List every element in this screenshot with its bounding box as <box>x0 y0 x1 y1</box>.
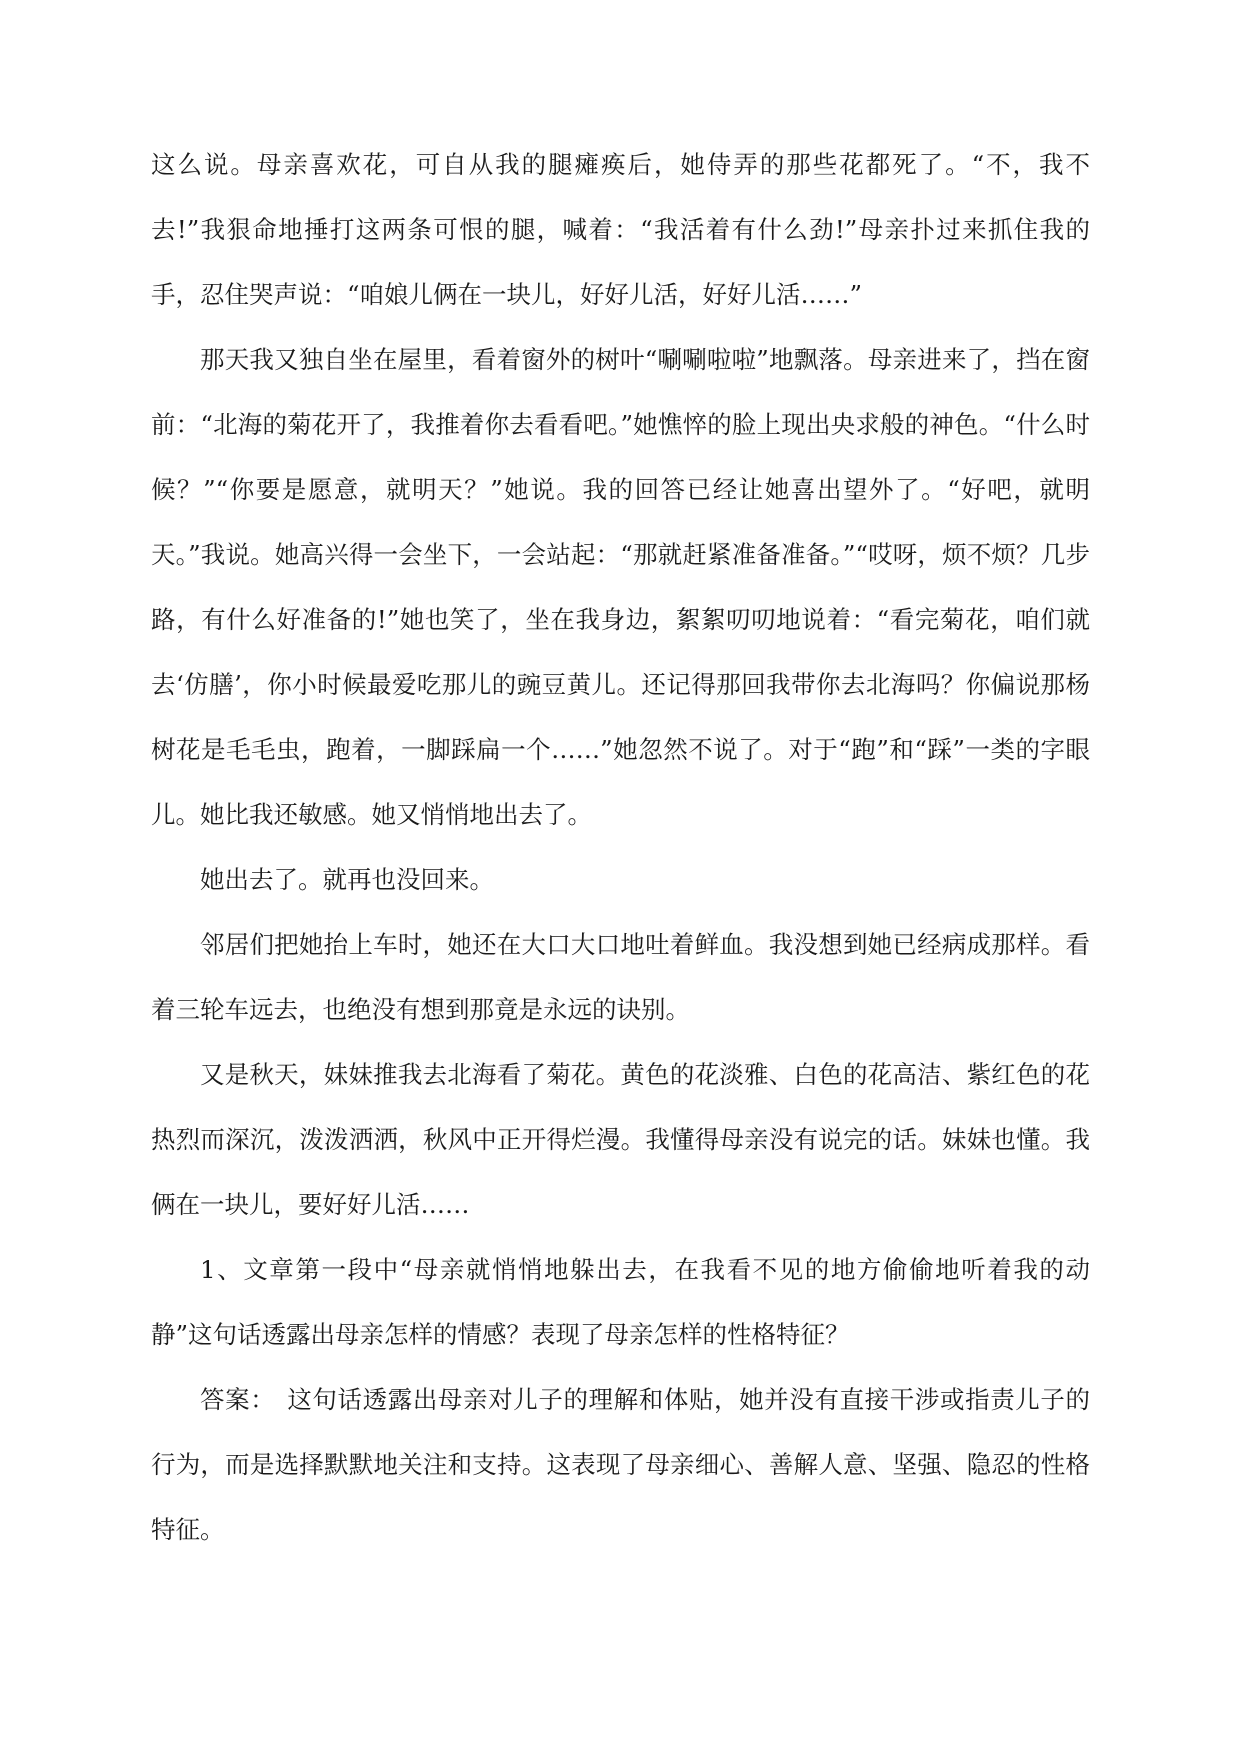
question-1: 1、文章第一段中“母亲就悄悄地躲出去，在我看不见的地方偷偷地听着我的动静”这句话透露出母亲怎样的情感？表现了母亲怎样的性格特征？ <box>151 1255 1090 1349</box>
answer-text: 这句话透露出母亲对儿子的理解和体贴，她并没有直接干涉或指责儿子的行为，而是选择默默地关注和支持。这表现了母亲细心、善解人意、坚强、隐忍的性格特征。 <box>151 1385 1091 1544</box>
paragraph-5: 又是秋天，妹妹推我去北海看了菊花。黄色的花淡雅、白色的花高洁、紫红色的花热烈而深沉，泼泼洒洒，秋风中正开得烂漫。我懂得母亲没有说完的话。妹妹也懂。我俩在一块儿，要好好儿活…… <box>151 1060 1090 1219</box>
answer-1 <box>151 1367 1090 1562</box>
paragraph-4: 邻居们把她抬上车时，她还在大口大口地吐着鲜血。我没想到她已经病成那样。看着三轮车远去，也绝没有想到那竟是永远的诀别。 <box>151 930 1090 1024</box>
paragraph-2: 那天我又独自坐在屋里，看着窗外的树叶“唰唰啦啦”地飘落。母亲进来了，挡在窗前：“北海的菊花开了，我推着你去看看吧。”她憔悴的脸上现出央求般的神色。“什么时候？”“你要是愿意，就明天？”她说。我的回答已经让她喜出望外了。“好吧，就明天。”我说。她高兴得一会坐下，一会站起：“那就赶紧准备准备。”“哎呀，烦不烦？几步路，有什么好准备的!”她也笑了，坐在我身边，絮絮叨叨地说着：“看完菊花，咱们就去‘仿膳’，你小时候最爱吃那儿的豌豆黄儿。还记得那回我带你去北海吗？你偏说那杨树花是毛毛虫，跑着，一脚踩扁一个……”她忽然不说了。对于“跑”和“踩”一类的字眼儿。她比我还敏感。她又悄悄地出去了。 <box>151 345 1090 829</box>
paragraph-1: 这么说。母亲喜欢花，可自从我的腿瘫痪后，她侍弄的那些花都死了。“不，我不去!”我狠命地捶打这两条可恨的腿，喊着：“我活着有什么劲!”母亲扑过来抓住我的手，忍住哭声说：“咱娘儿俩在一块儿，好好儿活，好好儿活……” <box>151 150 1090 309</box>
paragraph-3: 她出去了。就再也没回来。 <box>200 865 494 894</box>
answer-label: 答案： <box>200 1385 276 1414</box>
document-page <box>151 132 1090 1562</box>
